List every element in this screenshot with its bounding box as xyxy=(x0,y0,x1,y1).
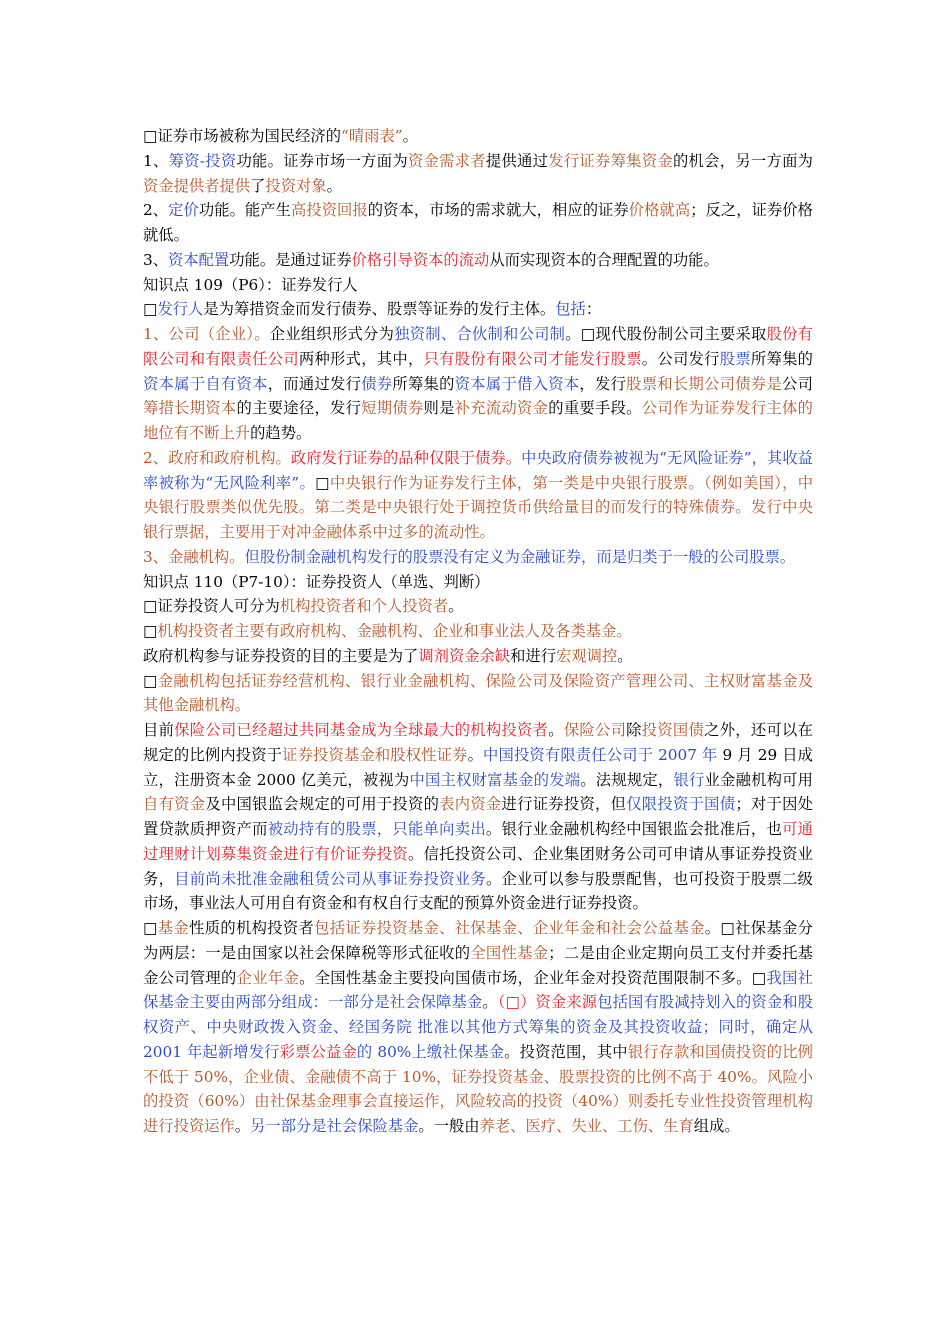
text-run: 自有资金 xyxy=(143,795,206,814)
text-run: 发行证券筹集资金 xyxy=(548,151,673,170)
text-run: 补充流动资金 xyxy=(454,399,549,418)
paragraph xyxy=(143,545,813,570)
paragraph xyxy=(143,322,813,446)
text-run: 进行证券投资，但 xyxy=(501,795,627,814)
text-run: 。 xyxy=(402,127,418,145)
text-run: □证券市场被称为国民经济的 xyxy=(143,127,342,145)
text-run: 投资对象 xyxy=(265,176,327,195)
text-run: 价格就高 xyxy=(628,201,691,220)
text-run: 3、金融机构。 xyxy=(143,547,245,566)
text-run: 。公司发行 xyxy=(641,349,720,368)
text-run: 银行存款和国债投资的比例不低于 50%，企业债、金融债不高于 10%，证券投资基金、股票投资的比例不高于 40%。风险小的投资（60%）由社保基金理事会直接运作，风险较高的投资（40%）则委托专业性投资管理机构进行投资运作 xyxy=(143,1042,813,1135)
text-run: 包括 xyxy=(555,300,586,319)
text-run: 。全国性基金主要投向国债市场，企业年金对投资范围限制不多。□ xyxy=(299,968,767,987)
text-run: 价格引导资本的流动 xyxy=(351,250,490,269)
text-run: 政府发行证券的品种仅限于债券。 xyxy=(290,448,522,467)
text-run: 1、 xyxy=(143,151,169,170)
text-run: 银行 xyxy=(673,770,705,789)
document-body xyxy=(143,124,813,1139)
text-run: 目前 xyxy=(143,721,175,739)
text-run: 知识点 110（P7-10）：证券投资人（单选、判断） xyxy=(143,572,490,591)
text-run: □ xyxy=(143,671,158,690)
text-run: 我国社保基金主要由两部分组成：一部分是社会保障基金 xyxy=(143,968,813,1012)
text-run: 资本配置 xyxy=(168,250,230,269)
text-run: 宏观调控 xyxy=(556,646,618,665)
text-run: 业金融机构可用 xyxy=(704,770,813,789)
paragraph xyxy=(143,570,813,595)
text-run: 。投资范围，其中 xyxy=(504,1042,628,1061)
text-run: 性质的机构投资者 xyxy=(189,919,315,937)
text-run: 彩票公益金 xyxy=(279,1042,357,1061)
paragraph xyxy=(143,124,813,149)
text-run: 中央银行作为证券发行主体，第一类是中央银行股票。（例如美国），中央银行股票类似优先股。第二类是中央银行处于调控货币供给量目的而发行的特殊债券。发行中央银行票据，主要用于对冲金融体系中过多的流动性。 xyxy=(143,473,814,541)
text-run: 企业年金 xyxy=(236,968,300,987)
text-run: □ xyxy=(143,919,158,937)
text-run: 2、政府和政府机构。 xyxy=(143,448,291,467)
text-run: 的机会，另一方面为 xyxy=(672,151,813,170)
text-run: 机构投资者主要有政府机构、金融机构、企业和事业法人及各类基金。 xyxy=(157,622,632,640)
text-run: 公司作为证券发行主体的地位有不断上升 xyxy=(143,399,813,442)
paragraph xyxy=(143,718,813,916)
text-run: □ xyxy=(315,473,330,492)
text-run: 被动持有的股票，只能单向卖出 xyxy=(267,820,486,838)
text-run: 债券 xyxy=(361,374,393,393)
text-run: 。法规规定， xyxy=(580,770,674,789)
text-run: ；二是由企业定期向员工支付并委托基金公司管理的 xyxy=(143,943,813,987)
text-run: 。 xyxy=(617,646,633,665)
text-run: 筹措长期资本 xyxy=(143,399,237,418)
paragraph xyxy=(143,669,813,719)
text-run: □ xyxy=(143,622,158,640)
text-run: ，发行 xyxy=(579,374,627,393)
text-run: 金融机构包括证券经营机构、银行业金融机构、保险公司及保险资产管理公司、主权财富基金及其他金融机构。 xyxy=(143,671,813,715)
paragraph xyxy=(143,198,813,248)
text-run: 表内资金 xyxy=(439,795,502,814)
text-run: ，而通过发行 xyxy=(267,374,362,393)
text-run: 股票 xyxy=(719,349,751,368)
text-run: 包括国有股减持划入的资金和股权资产、中央财政拨入资金、经国务院 批准以其他方式筹集的资金及其投资收益；同时，确定从 2001 年起新增发行 xyxy=(143,993,813,1061)
text-run: ；对于因处置贷款质押资产而 xyxy=(143,795,813,838)
text-run: 中国投资有限责任公司于 2007 年 xyxy=(483,745,718,764)
text-run: 。信托投资公司、企业集团财务公司可申请从事证券投资业务， xyxy=(143,844,813,888)
text-run: 的 80%上缴社保基金 xyxy=(356,1042,505,1061)
text-run: 股份有限公司和有限责任公司 xyxy=(143,325,813,368)
text-run: 筹资-投资 xyxy=(168,151,237,170)
text-run: 企业组织形式分为 xyxy=(269,325,395,343)
text-run: 和进行 xyxy=(510,646,557,665)
text-run: 3、 xyxy=(143,250,169,269)
text-run: 所筹集的 xyxy=(392,374,455,393)
paragraph xyxy=(143,594,813,619)
text-run: 知识点 109（P6）：证券发行人 xyxy=(143,275,358,294)
text-run: 1、公司（企业）。 xyxy=(143,325,270,343)
text-run: 是为筹措资金而发行债券、股票等证券的发行主体。 xyxy=(203,300,556,319)
paragraph xyxy=(143,149,813,199)
text-run: ；反之，证券价格就低。 xyxy=(143,201,813,244)
text-run: 独资制、合伙制和公司制 xyxy=(394,325,566,343)
text-run: 包括证券投资基金、社保基金、企业年金和社会公益基金 xyxy=(314,919,705,937)
text-run: 全国性基金 xyxy=(470,943,549,962)
text-run: 资本属于自有资本 xyxy=(143,374,268,393)
text-run: 。一般由 xyxy=(418,1117,480,1135)
text-run: 的资本，市场的需求就大，相应的证券 xyxy=(367,201,629,220)
text-run: 中国主权财富基金的发端 xyxy=(409,770,581,789)
text-run: 证券投资基金和股权性证券 xyxy=(282,745,468,764)
text-run: □证券投资人可分为 xyxy=(143,597,280,616)
text-run: 政府机构参与证券投资的目的主要是为了 xyxy=(143,646,419,665)
text-run: 资金需求者 xyxy=(407,151,486,170)
text-run: 。企业可以参与股票配售，也可投资于股票二级市场，事业法人可用自有资金和有权自行支配的预算外资金进行证券投资。 xyxy=(143,869,813,913)
text-run: 。□现代股份制公司主要采取 xyxy=(565,325,767,343)
paragraph xyxy=(143,248,813,273)
text-run: 仅限投资于国债 xyxy=(626,795,736,814)
text-run: 的主要途径，发行 xyxy=(236,399,362,418)
text-run: 。 xyxy=(548,721,564,739)
text-run: 则是 xyxy=(423,399,455,418)
text-run: 。银行业金融机构经中国银监会批准后，也 xyxy=(485,820,783,838)
text-run: 。 xyxy=(448,597,464,616)
text-run: 保险公司已经超过共同基金成为全球最大的机构投资者 xyxy=(174,721,549,739)
text-run: 功能。是通过证券 xyxy=(229,250,352,269)
text-run: 功能。证券市场一方面为 xyxy=(236,151,408,170)
text-run: 基金 xyxy=(157,919,190,937)
text-run: 投资国债 xyxy=(641,721,705,739)
paragraph xyxy=(143,297,813,322)
text-run: 目前尚未批准金融租赁公司从事证券投资业务 xyxy=(174,869,486,888)
text-run: “晴雨表” xyxy=(341,127,403,145)
text-run: 可通过理财计划募集资金进行有价证券投资 xyxy=(143,820,813,863)
text-run: 定价 xyxy=(168,201,199,220)
text-run: 另一部分是社会保险基金 xyxy=(250,1117,419,1135)
text-run: 调剂资金余缺 xyxy=(418,646,511,665)
text-run: 功能。能产生 xyxy=(198,201,291,220)
text-run: 。 xyxy=(234,1117,251,1135)
text-run: ： xyxy=(585,300,602,319)
text-run: 公司 xyxy=(782,374,813,393)
text-run: 资本属于借入资本 xyxy=(454,374,580,393)
text-run: 从而实现资本的合理配置的功能。 xyxy=(489,250,719,269)
text-run: 。 xyxy=(467,745,484,764)
text-run: 机构投资者和个人投资者 xyxy=(279,597,449,616)
text-run: 2、 xyxy=(143,201,169,220)
text-run: 之外，还可以在规定的比例内投资于 xyxy=(143,721,813,764)
text-run: （□）资金来源 xyxy=(497,993,598,1012)
paragraph xyxy=(143,446,813,545)
paragraph xyxy=(143,916,813,1139)
text-run: 所筹集的 xyxy=(750,349,813,368)
text-run: 9 月 29 日成立，注册资本金 2000 亿美元，被视为 xyxy=(143,745,813,789)
text-run: 的重要手段。 xyxy=(548,399,642,418)
text-run: 中央政府债券被视为“无风险证券”，其收益率被称为“无风险利率”。 xyxy=(143,448,813,492)
text-run: 的趋势。 xyxy=(250,424,312,442)
text-run: 但股份制金融机构发行的股票没有定义为金融证券，而是归类于一般的公司股票。 xyxy=(244,547,796,566)
text-run: 。 xyxy=(326,176,342,195)
text-run: 养老、医疗、失业、工伤、生育 xyxy=(479,1117,694,1135)
text-run: 发行人 xyxy=(157,300,204,319)
text-run: 及中国银监会规定的可用于投资的 xyxy=(205,795,440,814)
text-run: 股票和长期公司债券是 xyxy=(626,374,783,393)
text-run: 资金提供者提供 xyxy=(143,176,251,195)
text-run: 高投资回报 xyxy=(291,201,368,220)
text-run: 两种形式，其中， xyxy=(298,349,424,368)
paragraph xyxy=(143,273,813,298)
text-run: 组成。 xyxy=(693,1117,740,1135)
text-run: 了 xyxy=(250,176,266,195)
paragraph xyxy=(143,619,813,644)
text-run: 保险公司 xyxy=(563,721,627,739)
text-run: 提供通过 xyxy=(485,151,549,170)
text-run: □ xyxy=(143,300,158,319)
paragraph xyxy=(143,644,813,669)
text-run: 除 xyxy=(626,721,642,739)
text-run: 只有股份有限公司才能发行股票 xyxy=(423,349,642,368)
text-run: 。□社保基金分为两层：一是由国家以社会保障税等形式征收的 xyxy=(143,919,813,962)
text-run: 短期债券 xyxy=(361,399,424,418)
text-run: 。 xyxy=(482,993,498,1012)
